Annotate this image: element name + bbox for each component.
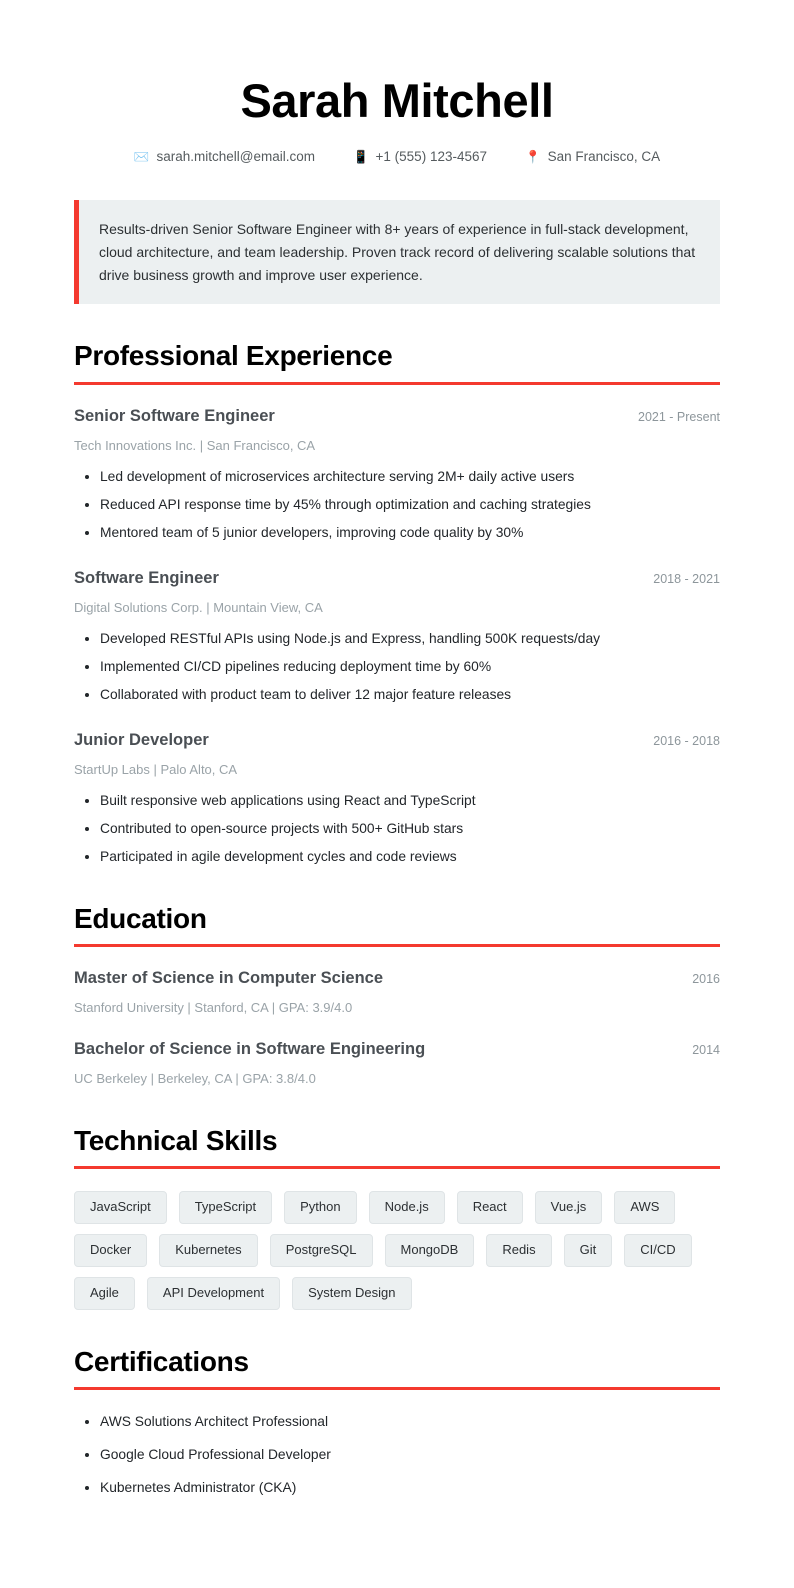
skill-tag: AWS bbox=[614, 1191, 675, 1224]
section-certifications bbox=[74, 1346, 720, 1498]
experience-entry-head bbox=[74, 731, 720, 751]
contact-location-text: San Francisco, CA bbox=[547, 149, 661, 165]
job-date: 2021 - Present bbox=[638, 409, 720, 424]
skill-tag: Docker bbox=[74, 1234, 147, 1267]
skill-tag: Agile bbox=[74, 1277, 135, 1310]
education-entry bbox=[74, 1040, 720, 1089]
experience-entry-head bbox=[74, 569, 720, 589]
section-title-skills: Technical Skills bbox=[74, 1124, 278, 1156]
certification-item: • Kubernetes Administrator (CKA) bbox=[100, 1478, 720, 1498]
certification-item: • Google Cloud Professional Developer bbox=[100, 1445, 720, 1465]
education-entry-head bbox=[74, 1040, 720, 1060]
skill-tag: TypeScript bbox=[179, 1191, 272, 1224]
skill-tag: Kubernetes bbox=[159, 1234, 258, 1267]
degree-date: 2014 bbox=[692, 1042, 720, 1057]
skill-tag: JavaScript bbox=[74, 1191, 167, 1224]
certification-item: • AWS Solutions Architect Professional bbox=[100, 1412, 720, 1432]
skill-tag: Python bbox=[284, 1191, 356, 1224]
job-title: Senior Software Engineer bbox=[74, 406, 275, 425]
job-date: 2016 - 2018 bbox=[653, 733, 720, 748]
job-bullet: • Collaborated with product team to deliver 12 major feature releases bbox=[100, 685, 720, 705]
job-bullet: • Led development of microservices architecture serving 2M+ daily active users bbox=[100, 467, 720, 487]
job-bullet: • Participated in agile development cycles and code reviews bbox=[100, 847, 720, 867]
school-name: UC Berkeley | Berkeley, CA | GPA: 3.8/4.0 bbox=[74, 1071, 316, 1087]
page-title: Sarah Mitchell bbox=[240, 74, 554, 127]
job-company: Tech Innovations Inc. | San Francisco, CA bbox=[74, 438, 316, 454]
skills-tag-list bbox=[74, 1191, 720, 1310]
contact-location bbox=[525, 149, 660, 164]
skill-tag: Node.js bbox=[369, 1191, 445, 1224]
education-entry-head bbox=[74, 969, 720, 989]
job-title: Junior Developer bbox=[74, 730, 209, 749]
resume-header bbox=[74, 56, 720, 164]
contact-email-text: sarah.mitchell@email.com bbox=[156, 149, 315, 165]
skill-tag: System Design bbox=[292, 1277, 411, 1310]
degree-title: Bachelor of Science in Software Engineering bbox=[74, 1039, 426, 1058]
skill-tag: Redis bbox=[486, 1234, 551, 1267]
skill-tag: Git bbox=[564, 1234, 613, 1267]
job-company: StartUp Labs | Palo Alto, CA bbox=[74, 762, 238, 778]
experience-entry bbox=[74, 731, 720, 867]
location-pin-icon: 📍 bbox=[525, 149, 541, 164]
section-title-certifications: Certifications bbox=[74, 1345, 249, 1377]
section-rule bbox=[74, 382, 720, 385]
experience-entry bbox=[74, 407, 720, 543]
experience-entry-head bbox=[74, 407, 720, 427]
job-bullet: • Implemented CI/CD pipelines reducing deployment time by 60% bbox=[100, 657, 720, 677]
job-title: Software Engineer bbox=[74, 568, 219, 587]
contact-phone-text: +1 (555) 123-4567 bbox=[375, 149, 487, 165]
section-rule bbox=[74, 1166, 720, 1169]
skill-tag: API Development bbox=[147, 1277, 280, 1310]
job-date: 2018 - 2021 bbox=[653, 571, 720, 586]
contact-row bbox=[74, 149, 720, 164]
degree-date: 2016 bbox=[692, 971, 720, 986]
section-experience bbox=[74, 340, 720, 866]
skill-tag: React bbox=[457, 1191, 523, 1224]
experience-entry bbox=[74, 569, 720, 705]
section-education bbox=[74, 903, 720, 1089]
phone-icon: 📱 bbox=[352, 149, 369, 164]
job-bullets bbox=[74, 629, 720, 705]
contact-phone[interactable] bbox=[353, 149, 487, 164]
job-bullet: • Developed RESTful APIs using Node.js and Express, handling 500K requests/day bbox=[100, 629, 720, 649]
certification-list bbox=[74, 1412, 720, 1498]
section-rule bbox=[74, 944, 720, 947]
job-bullet: • Built responsive web applications using React and TypeScript bbox=[100, 791, 720, 811]
skill-tag: PostgreSQL bbox=[270, 1234, 373, 1267]
job-bullet: • Contributed to open-source projects with 500+ GitHub stars bbox=[100, 819, 720, 839]
skill-tag: CI/CD bbox=[624, 1234, 691, 1267]
summary-panel: Results-driven Senior Software Engineer with 8+ years of experience in full-stack development, cloud architecture, and team leadership. Proven track record of delivering scalable solutions that drive business growth and improve user experience. bbox=[74, 200, 720, 304]
school-name: Stanford University | Stanford, CA | GPA: 3.9/4.0 bbox=[74, 1000, 353, 1016]
email-icon: ✉️ bbox=[133, 149, 150, 164]
education-entry bbox=[74, 969, 720, 1018]
job-bullets bbox=[74, 791, 720, 867]
section-title-education: Education bbox=[74, 902, 207, 934]
section-title-experience: Professional Experience bbox=[74, 340, 393, 372]
section-rule bbox=[74, 1387, 720, 1390]
skill-tag: MongoDB bbox=[385, 1234, 475, 1267]
degree-title: Master of Science in Computer Science bbox=[74, 968, 384, 987]
job-bullet: • Mentored team of 5 junior developers, improving code quality by 30% bbox=[100, 523, 720, 543]
section-skills bbox=[74, 1125, 720, 1310]
skill-tag: Vue.js bbox=[535, 1191, 603, 1224]
job-bullet: • Reduced API response time by 45% through optimization and caching strategies bbox=[100, 495, 720, 515]
job-bullets bbox=[74, 467, 720, 543]
contact-email[interactable] bbox=[134, 149, 315, 164]
job-company: Digital Solutions Corp. | Mountain View, CA bbox=[74, 600, 323, 616]
